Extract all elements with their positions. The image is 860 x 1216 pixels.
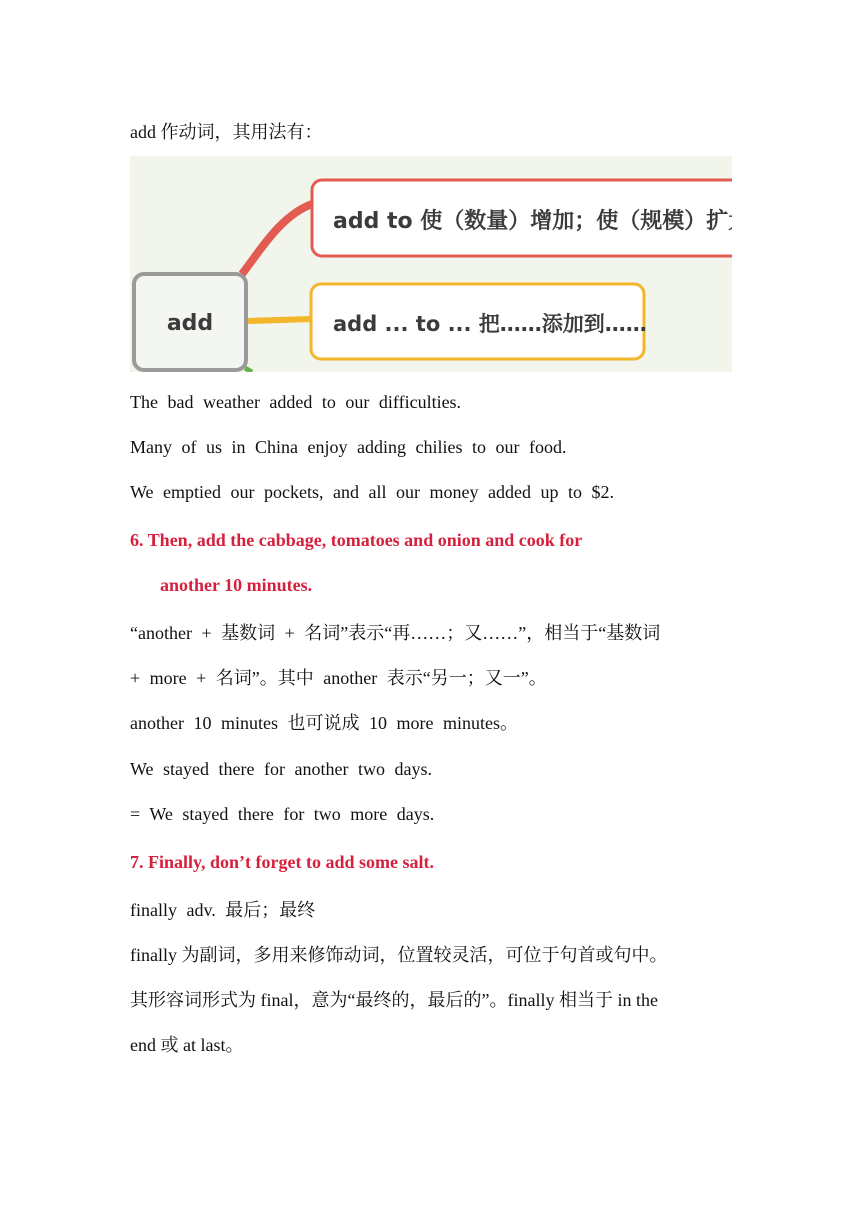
note6-line1: “another + 基数词 + 名词”表示“再……；又……”，相当于“基数词 (130, 623, 661, 643)
note6-line2: + more + 名词”。其中 another 表示“另一；又一”。 (130, 668, 547, 688)
note6-line3: another 10 minutes 也可说成 10 more minutes。 (130, 713, 518, 733)
example-3: We emptied our pockets, and all our money added up to $2. (130, 482, 614, 502)
note7-line4: end 或 at last。 (130, 1035, 244, 1055)
branch2-label: add ... to ... 把……添加到…… (333, 312, 647, 336)
note7-line2: finally 为副词，多用来修饰动词，位置较灵活，可位于句首或句中。 (130, 945, 668, 965)
note6-line5: = We stayed there for two more days. (130, 804, 435, 824)
example-1: The bad weather added to our difficulties. (130, 392, 462, 412)
intro-text: add 作动词，其用法有： (130, 122, 323, 142)
note6-line4: We stayed there for another two days. (130, 759, 432, 779)
center-label: add (166, 311, 214, 336)
point6-heading-line1: 6. Then, add the cabbage, tomatoes and onion and cook for (130, 530, 583, 550)
connector-green (245, 368, 252, 372)
example-2: Many of us in China enjoy adding chilies to our food. (130, 437, 567, 457)
connector-yellow (248, 319, 312, 321)
note7-line3: 其形容词形式为 final，意为“最终的，最后的”。finally 相当于 in the (130, 990, 658, 1010)
point7-heading: 7. Finally, don’t forget to add some salt. (130, 852, 434, 872)
point6-heading-line2: another 10 minutes. (160, 575, 313, 595)
note7-line1: finally adv. 最后；最终 (130, 900, 316, 920)
branch1-label: add to 使（数量）增加；使（规模）扩大 (333, 209, 732, 234)
mindmap-image (130, 156, 732, 372)
